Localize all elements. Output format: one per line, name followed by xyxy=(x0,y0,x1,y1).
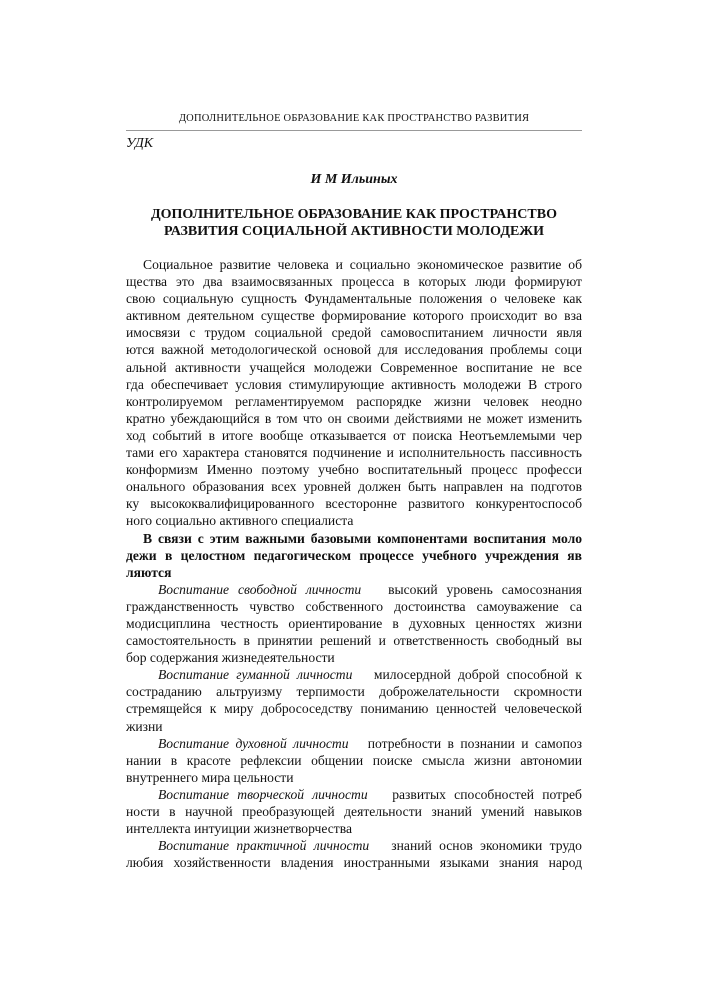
running-head: ДОПОЛНИТЕЛЬНОЕ ОБРАЗОВАНИЕ КАК ПРОСТРАНСТВО РАЗВИТИЯ xyxy=(178,113,530,124)
body-line: имосвязи с трудом социальной средой самовоспитанием личности явля xyxy=(126,325,582,341)
italic-lead: Воспитание творческой личности xyxy=(158,786,368,802)
item-text: знаний основ экономики трудо xyxy=(391,838,582,854)
body-line-bold: В связи с этим важными базовыми компонентами воспитания моло xyxy=(143,530,582,546)
body-line-bold: дежи в целостном педагогическом процессе учебного учреждения яв xyxy=(126,547,582,563)
body-line: кратно убеждающийся в том что он своими действиями не может изменить xyxy=(126,410,582,426)
body-line: интеллекта интуиции жизнетворчества xyxy=(126,821,353,837)
body-line: онального образования всех уровней должен быть направлен на подготов xyxy=(126,479,582,495)
body-line-bold: ляются xyxy=(126,564,172,580)
body-line: Социальное развитие человека и социально экономическое развитие об xyxy=(143,257,582,272)
body-line: стремящейся к миру добрососедству пониманию ценностей человеческой xyxy=(126,701,582,717)
item-text: развитых способностей потреб xyxy=(392,786,582,802)
body-line: модисциплина честность ориентирование в духовных ценностях жизни xyxy=(126,615,582,631)
body-line: ход событий в итоге вообще отказывается от поиска Неотъемлемыми чер xyxy=(126,427,582,443)
item-text: высокий уровень самосознания xyxy=(388,581,582,597)
udk-label: УДК xyxy=(126,136,154,151)
body-line: нании в красоте рефлексии общении поиске смысла жизни автономии xyxy=(126,752,582,768)
body-line: активном деятельном существе формирование которого происходит во вза xyxy=(126,308,582,324)
body-line: самостоятельность в принятии решений и ответственность свободный вы xyxy=(126,633,582,649)
item-text: потребности в познании и самопоз xyxy=(367,735,582,751)
body-line: любия хозяйственности владения иностранными языками знания народ xyxy=(126,855,582,871)
body-line: внутреннего мира цельности xyxy=(126,769,294,785)
list-item-creative xyxy=(126,786,582,803)
body-line: свою социальную сущность Фундаментальные положения о человеке как xyxy=(126,291,582,307)
body-line: ности в научной преобразующей деятельности знаний умений навыков xyxy=(126,804,582,819)
body-line: гражданственность чувство собственного достоинства самоуважение са xyxy=(126,598,582,614)
list-item-humane xyxy=(126,666,582,683)
body-line: ного социально активного специалиста xyxy=(126,513,354,529)
body-line: гда обеспечивает условия стимулирующие активность молодежи В строго xyxy=(126,376,582,392)
italic-lead: Воспитание практичной личности xyxy=(158,838,370,854)
item-text: милосердной доброй способной к xyxy=(373,667,582,683)
body-line: щества это два взаимосвязанных процесса в которых люди формируют xyxy=(126,274,582,290)
list-item-spiritual xyxy=(126,735,582,752)
body-line: альной активности учащейся молодежи Современное воспитание не все xyxy=(126,359,582,375)
article-body xyxy=(126,256,582,871)
body-line: бор содержания жизнедеятельности xyxy=(126,650,335,666)
article-title xyxy=(126,206,582,240)
header-rule xyxy=(126,130,582,131)
body-line: ку высококвалифицированного всесторонне развитого конкурентоспособ xyxy=(126,496,582,512)
italic-lead: Воспитание свободной личности xyxy=(158,581,362,597)
body-line: ются важной методологической основой для исследования проблемы соци xyxy=(126,342,582,358)
author-name: И М Ильиных xyxy=(310,172,398,187)
body-line: контролируемом регламентируемом распорядке жизни человек неодно xyxy=(126,393,582,409)
italic-lead: Воспитание духовной личности xyxy=(158,735,349,751)
title-line: ДОПОЛНИТЕЛЬНОЕ ОБРАЗОВАНИЕ КАК ПРОСТРАНСТВО xyxy=(151,207,557,222)
list-item-practical xyxy=(126,837,582,854)
title-line: РАЗВИТИЯ СОЦИАЛЬНОЙ АКТИВНОСТИ МОЛОДЕЖИ xyxy=(163,224,545,239)
body-line: состраданию альтруизму терпимости доброжелательности скромности xyxy=(126,684,582,700)
body-line: жизни xyxy=(126,718,163,734)
body-line: тами его характера становятся подчинение и исполнительность пассивность xyxy=(126,445,582,461)
list-item-free xyxy=(126,581,582,598)
body-line: конформизм Именно поэтому учебно воспитательный процесс професси xyxy=(126,462,582,478)
italic-lead: Воспитание гуманной личности xyxy=(158,667,353,683)
